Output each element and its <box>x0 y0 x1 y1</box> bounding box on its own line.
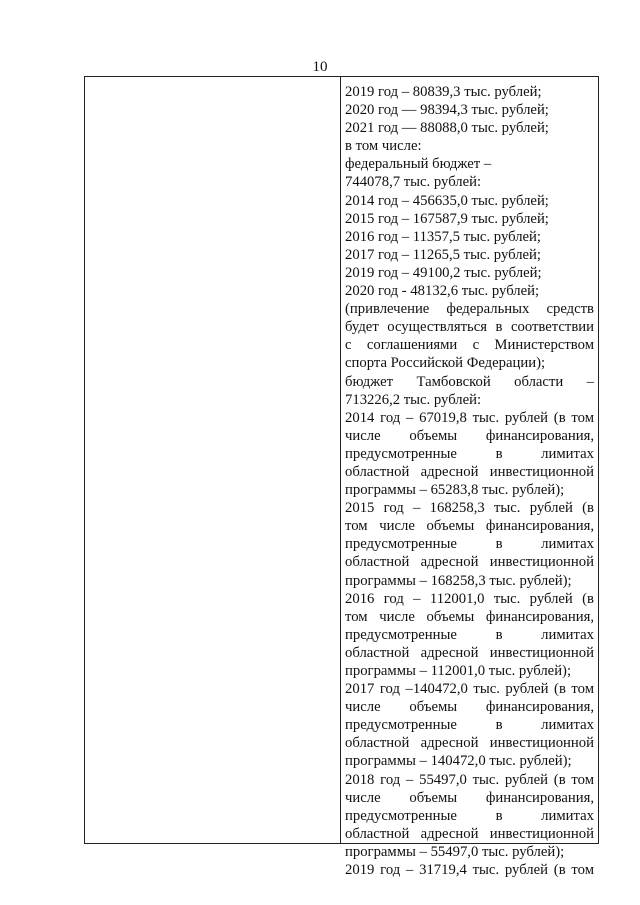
text-line: том числе объемы финансирования, <box>345 608 594 625</box>
text-line: предусмотренные в лимитах <box>345 807 594 824</box>
text-line: бюджет Тамбовской области – <box>345 373 594 390</box>
text-line: в том числе: <box>345 138 422 155</box>
text-line: 744078,7 тыс. рублей: <box>345 174 482 191</box>
text-line: с соглашениями с Министерством <box>345 337 594 354</box>
text-line: 2019 год – 49100,2 тыс. рублей; <box>345 264 542 281</box>
text-line: программы – 55497,0 тыс. рублей); <box>345 843 565 860</box>
text-line: федеральный бюджет – <box>345 156 492 173</box>
text-line: 2018 год – 55497,0 тыс. рублей (в том <box>345 771 594 788</box>
text-line: 2017 год –140472,0 тыс. рублей (в том <box>345 681 594 698</box>
text-line: предусмотренные в лимитах <box>345 445 594 462</box>
text-line: 2014 год – 456635,0 тыс. рублей; <box>345 192 549 209</box>
text-line: программы – 65283,8 тыс. рублей); <box>345 482 565 499</box>
text-line: предусмотренные в лимитах <box>345 536 594 553</box>
text-line: 2019 год – 31719,4 тыс. рублей (в том <box>345 862 594 879</box>
document-table <box>84 76 599 879</box>
text-line: числе объемы финансирования, <box>345 427 594 444</box>
text-line: областной адресной инвестиционной <box>345 825 594 842</box>
text-line: предусмотренные в лимитах <box>345 717 594 734</box>
text-line: областной адресной инвестиционной <box>345 735 594 752</box>
text-line: числе объемы финансирования, <box>345 699 594 716</box>
text-line: программы – 112001,0 тыс. рублей); <box>345 663 572 679</box>
text-line: 2019 год – 80839,3 тыс. рублей; <box>345 84 542 100</box>
text-line: 2014 год – 67019,8 тыс. рублей (в том <box>345 409 594 426</box>
text-line: 713226,2 тыс. рублей: <box>345 391 482 408</box>
table-left-cell <box>85 77 341 843</box>
text-line: программы – 140472,0 тыс. рублей); <box>345 753 572 770</box>
text-line: предусмотренные в лимитах <box>345 626 594 643</box>
text-line: 2015 год – 167587,9 тыс. рублей; <box>345 210 549 227</box>
text-line: программы – 168258,3 тыс. рублей); <box>345 572 572 589</box>
text-line: 2020 год - 48132,6 тыс. рублей; <box>345 283 540 300</box>
text-line: 2016 год – 11357,5 тыс. рублей; <box>345 228 541 245</box>
text-line: том числе объемы финансирования, <box>345 518 594 535</box>
text-line: 2016 год – 112001,0 тыс. рублей (в <box>345 590 594 607</box>
text-line: областной адресной инвестиционной <box>345 644 594 661</box>
text-line: (привлечение федеральных средств <box>345 301 594 318</box>
text-line: будет осуществляться в соответствии <box>345 319 594 336</box>
text-line: 2020 год — 98394,3 тыс. рублей; <box>345 102 549 119</box>
text-line: 2015 год – 168258,3 тыс. рублей (в <box>345 500 594 517</box>
text-line: областной адресной инвестиционной <box>345 463 594 480</box>
text-line: числе объемы финансирования, <box>345 789 594 806</box>
text-line: 2021 год — 88088,0 тыс. рублей; <box>345 120 549 137</box>
text-line: 2017 год – 11265,5 тыс. рублей; <box>345 246 541 263</box>
text-line: спорта Российской Федерации); <box>345 355 546 372</box>
page-number: 10 <box>312 59 328 75</box>
table-right-cell <box>341 77 598 879</box>
text-line: областной адресной инвестиционной <box>345 554 594 571</box>
